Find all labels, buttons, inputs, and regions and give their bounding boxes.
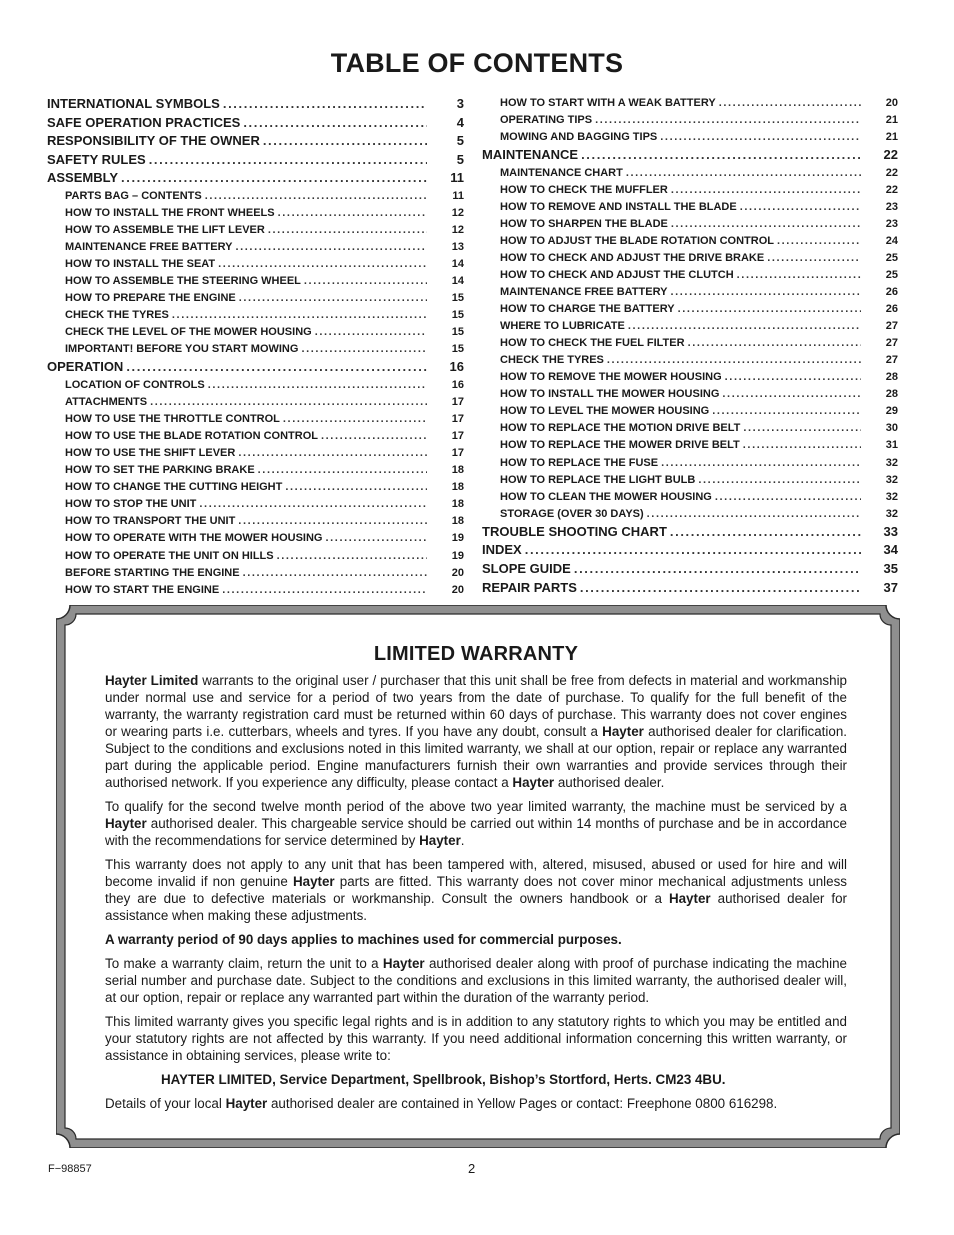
toc-entry: [47, 256, 464, 273]
toc-entry-page: 12: [451, 207, 464, 220]
toc-entry-label: HOW TO USE THE BLADE ROTATION CONTROL: [65, 430, 318, 443]
toc-dot-leader: [325, 530, 427, 547]
toc-dot-leader: [574, 560, 861, 579]
toc-entry: [482, 420, 898, 437]
toc-dot-leader: [678, 301, 861, 318]
text-run: authorised dealer for clarification. Subject to the conditions and exclusions noted in this limited warranty, we shall at our option, repair or replace any warranted part during the applicable period. Engine manufacturers furnish their own warranties and provide services through their authorised network. If you experience any difficulty, please contact a: [105, 724, 847, 790]
toc-entry-label: HOW TO CHANGE THE CUTTING HEIGHT: [65, 481, 283, 494]
toc-entry: [482, 182, 898, 199]
warranty-paragraph: [105, 856, 847, 924]
toc-entry-page: 5: [456, 133, 464, 149]
toc-dot-leader: [218, 256, 427, 273]
toc-dot-leader: [321, 428, 427, 445]
toc-dot-leader: [777, 233, 861, 250]
toc-entry: [47, 188, 464, 205]
toc-entry: [482, 146, 898, 165]
toc-entry-label: STORAGE (OVER 30 DAYS): [500, 507, 644, 520]
toc-entry: [47, 582, 464, 599]
toc-entry: [47, 273, 464, 290]
text-run: .: [460, 833, 465, 848]
toc-dot-leader: [722, 386, 861, 403]
toc-entry-page: 33: [883, 523, 898, 539]
toc-entry-label: HOW TO USE THE SHIFT LEVER: [65, 447, 236, 460]
toc-entry-page: 32: [885, 507, 898, 520]
toc-entry: [47, 445, 464, 462]
toc-entry-label: HOW TO CLEAN THE MOWER HOUSING: [500, 490, 712, 503]
toc-entry-page: 14: [451, 275, 464, 288]
toc-entry-page: 18: [451, 515, 464, 528]
toc-entry-page: 5: [456, 151, 464, 167]
toc-entry-label: HOW TO INSTALL THE MOWER HOUSING: [500, 388, 720, 401]
toc-entry-page: 32: [885, 456, 898, 469]
toc-entry-label: HOW TO OPERATE WITH THE MOWER HOUSING: [65, 532, 323, 545]
toc-dot-leader: [263, 132, 427, 151]
toc-entry-label: IMPORTANT! BEFORE YOU START MOWING: [65, 343, 299, 356]
toc-dot-leader: [660, 129, 861, 146]
toc-dot-leader: [258, 462, 427, 479]
toc-entry: [47, 132, 464, 151]
toc-entry-page: 26: [885, 286, 898, 299]
toc-entry-page: 24: [885, 234, 898, 247]
toc-entry-page: 17: [451, 430, 464, 443]
toc-dot-leader: [670, 284, 861, 301]
toc-entry-label: HOW TO INSTALL THE SEAT: [65, 258, 216, 271]
toc-entry-label: HOW TO LEVEL THE MOWER HOUSING: [500, 405, 710, 418]
text-run: warrants to the original user / purchaser that this unit shall be free from defects in material and workmanship under normal use and service for a period of two years from the date of purchase. To qualify for the full benefit of the warranty, the warranty registration card must be returned within 60 days of purchase. This warranty does not cover engines or wearing parts i.e. cutterbars, wheels and tyres. If you have any doubt, consult a: [105, 673, 847, 739]
toc-entry-label: HOW TO TRANSPORT THE UNIT: [65, 515, 236, 528]
toc-entry-label: TROUBLE SHOOTING CHART: [482, 523, 667, 539]
toc-entry-label: LOCATION OF CONTROLS: [65, 379, 205, 392]
toc-entry: [47, 479, 464, 496]
text-run: To make a warranty claim, return the unit to a: [105, 956, 383, 971]
toc-dot-leader: [239, 290, 427, 307]
toc-entry-label: HOW TO START WITH A WEAK BATTERY: [500, 97, 716, 109]
toc-entry-page: 15: [451, 292, 464, 305]
toc-entry-page: 17: [451, 413, 464, 426]
toc-dot-leader: [277, 548, 427, 565]
toc-entry: [482, 233, 898, 250]
toc-entry-page: 16: [449, 359, 464, 375]
toc-entry-label: HOW TO CHECK THE FUEL FILTER: [500, 337, 685, 350]
toc-dot-leader: [607, 352, 861, 369]
toc-dot-leader: [243, 114, 427, 133]
toc-entry: [47, 114, 464, 133]
toc-dot-leader: [671, 182, 861, 199]
toc-entry-label: RESPONSIBILITY OF THE OWNER: [47, 133, 260, 149]
toc-entry-label: SLOPE GUIDE: [482, 560, 571, 576]
toc-entry-page: 19: [451, 549, 464, 562]
warranty-paragraphs: [105, 672, 847, 924]
warranty-section: [105, 640, 847, 1119]
toc-entry: [482, 165, 898, 182]
toc-dot-leader: [661, 455, 861, 472]
toc-entry-page: 27: [885, 354, 898, 367]
toc-dot-leader: [595, 112, 861, 129]
toc-entry-label: HOW TO PREPARE THE ENGINE: [65, 292, 236, 305]
toc-dot-leader: [304, 273, 427, 290]
toc-entry-page: 22: [885, 166, 898, 179]
toc-dot-leader: [719, 95, 861, 112]
bold-text-run: Hayter Limited: [105, 673, 199, 688]
warranty-paragraph: [105, 672, 847, 791]
toc-entry-page: 22: [883, 147, 898, 163]
toc-entry-label: HOW TO ADJUST THE BLADE ROTATION CONTROL: [500, 234, 774, 247]
text-run: parts are fitted. This warranty does not cover minor mechanical adjustments unless they are due to defective materials or workmanship. Consult the owners handbook or a: [105, 874, 847, 906]
warranty-address: HAYTER LIMITED, Service Department, Spellbrook, Bishop’s Stortford, Herts. CM23 4BU.: [161, 1072, 726, 1087]
toc-entry-label: CHECK THE TYRES: [500, 354, 604, 367]
toc-entry-label: CHECK THE LEVEL OF THE MOWER HOUSING: [65, 326, 312, 339]
toc-entry-page: 15: [451, 343, 464, 356]
toc-dot-leader: [235, 239, 427, 256]
toc-dot-leader: [581, 146, 861, 165]
toc-entry-label: HOW TO REMOVE THE MOWER HOUSING: [500, 371, 722, 384]
toc-entry-page: 22: [885, 183, 898, 196]
toc-entry-label: BEFORE STARTING THE ENGINE: [65, 566, 240, 579]
toc-entry: [482, 284, 898, 301]
toc-entry-page: 29: [885, 405, 898, 418]
toc-entry: [482, 250, 898, 267]
toc-entry-page: 35: [883, 560, 898, 576]
toc-entry-label: HOW TO ASSEMBLE THE LIFT LEVER: [65, 224, 265, 237]
toc-entry-label: INDEX: [482, 542, 522, 558]
toc-entry-label: HOW TO CHECK AND ADJUST THE DRIVE BRAKE: [500, 251, 765, 264]
toc-dot-leader: [626, 165, 861, 182]
toc-entry-page: 4: [456, 114, 464, 130]
toc-dot-leader: [315, 324, 427, 341]
toc-entry: [47, 307, 464, 324]
toc-dot-leader: [671, 216, 861, 233]
toc-dot-leader: [126, 358, 427, 377]
bold-text-run: Hayter: [292, 874, 335, 889]
toc-entry: [47, 290, 464, 307]
toc-entry-page: 26: [885, 303, 898, 316]
toc-entry-label: HOW TO SHARPEN THE BLADE: [500, 217, 668, 230]
toc-entry-page: 21: [885, 114, 898, 127]
toc-entry: [482, 579, 898, 598]
toc-entry-page: 21: [885, 131, 898, 144]
toc-entry-page: 12: [451, 224, 464, 237]
toc-entry-page: 32: [885, 473, 898, 486]
toc-entry: [482, 335, 898, 352]
toc-entry-label: MAINTENANCE CHART: [500, 166, 623, 179]
toc-dot-leader: [238, 513, 427, 530]
warranty-dealer-note: [105, 1095, 847, 1112]
toc-entry: [47, 462, 464, 479]
toc-entry: [47, 530, 464, 547]
toc-dot-leader: [688, 335, 861, 352]
toc-entry: [47, 428, 464, 445]
bold-text-run: Hayter: [668, 891, 711, 906]
toc-entry-page: 17: [451, 447, 464, 460]
toc-entry-label: MAINTENANCE FREE BATTERY: [500, 286, 668, 299]
bold-text-run: Hayter: [602, 724, 644, 739]
toc-entry: [47, 411, 464, 428]
toc-entry-label: HOW TO CHARGE THE BATTERY: [500, 303, 675, 316]
toc-entry: [47, 205, 464, 222]
toc-entry: [482, 437, 898, 454]
toc-entry: [482, 403, 898, 420]
toc-entry-page: 19: [451, 532, 464, 545]
warranty-title: LIMITED WARRANTY: [373, 643, 579, 665]
toc-entry: [47, 548, 464, 565]
toc-entry: [47, 394, 464, 411]
toc-dot-leader: [208, 377, 427, 394]
toc-entry: [482, 523, 898, 542]
toc-entry-label: HOW TO SET THE PARKING BRAKE: [65, 464, 255, 477]
toc-dot-leader: [243, 565, 427, 582]
text-run: authorised dealer are contained in Yellow Pages or contact: Freephone 0800 616298.: [267, 1096, 778, 1111]
toc-column-left: [47, 95, 464, 599]
toc-entry-page: 25: [885, 269, 898, 282]
toc-entry-label: HOW TO REPLACE THE LIGHT BULB: [500, 473, 696, 486]
toc-dot-leader: [205, 188, 427, 205]
toc-entry: [482, 369, 898, 386]
toc-entry: [482, 352, 898, 369]
toc-entry-label: MOWING AND BAGGING TIPS: [500, 131, 658, 144]
toc-entry: [47, 513, 464, 530]
warranty-paragraph: [105, 798, 847, 849]
toc-entry: [482, 541, 898, 560]
toc-entry: [482, 560, 898, 579]
toc-entry-page: 15: [451, 309, 464, 322]
text-run: authorised dealer.: [554, 775, 665, 790]
bold-text-run: Hayter: [382, 956, 425, 971]
toc-entry-label: MAINTENANCE: [482, 147, 579, 163]
toc-entry-page: 18: [451, 464, 464, 477]
toc-entry-label: HOW TO REPLACE THE MOWER DRIVE BELT: [500, 439, 740, 452]
toc-entry-page: 23: [885, 200, 898, 213]
toc-entry: [482, 489, 898, 506]
toc-dot-leader: [767, 250, 861, 267]
toc-entry: [482, 455, 898, 472]
toc-entry: [482, 95, 898, 112]
toc-entry-label: OPERATING TIPS: [500, 114, 593, 127]
toc-entry: [482, 506, 898, 523]
toc-entry-page: 28: [885, 371, 898, 384]
toc-entry-page: 18: [451, 498, 464, 511]
toc-entry: [47, 324, 464, 341]
toc-entry-label: HOW TO REPLACE THE MOTION DRIVE BELT: [500, 422, 741, 435]
bold-text-run: Hayter: [225, 1096, 268, 1111]
toc-dot-leader: [740, 199, 861, 216]
toc-entry-label: ATTACHMENTS: [65, 396, 148, 409]
toc-entry-page: 16: [451, 379, 464, 392]
toc-entry-label: WHERE TO LUBRICATE: [500, 320, 625, 333]
toc-entry-label: INTERNATIONAL SYMBOLS: [47, 96, 220, 111]
toc-dot-leader: [199, 496, 427, 513]
toc-dot-leader: [743, 420, 861, 437]
toc-dot-leader: [238, 445, 427, 462]
toc-entry-page: 23: [885, 217, 898, 230]
toc-entry: [47, 341, 464, 358]
toc-entry-page: 34: [883, 542, 898, 558]
toc-entry-page: 17: [451, 396, 464, 409]
toc-entry: [482, 267, 898, 284]
bold-text-run: Hayter: [419, 833, 461, 848]
toc-entry-label: SAFETY RULES: [47, 151, 146, 167]
toc-entry-label: HOW TO REPLACE THE FUSE: [500, 456, 659, 469]
toc-entry-label: HOW TO STOP THE UNIT: [65, 498, 197, 511]
toc-entry-page: 18: [451, 481, 464, 494]
toc-dot-leader: [628, 318, 861, 335]
toc-entry-page: 11: [452, 189, 464, 202]
toc-entry-label: HOW TO INSTALL THE FRONT WHEELS: [65, 207, 275, 220]
toc-entry: [47, 565, 464, 582]
warranty-commercial-note: A warranty period of 90 days applies to machines used for commercial purposes.: [105, 932, 622, 947]
toc-dot-leader: [301, 341, 427, 358]
toc-entry: [482, 216, 898, 233]
toc-entry: [482, 386, 898, 403]
text-run: authorised dealer for assistance when making these adjustments.: [105, 891, 847, 923]
toc-dot-leader: [525, 541, 861, 560]
toc-dot-leader: [647, 506, 861, 523]
toc-dot-leader: [737, 267, 861, 284]
toc-entry-page: 30: [885, 422, 898, 435]
text-run: This warranty does not apply to any unit that has been tampered with, altered, misused, abused or used for hire and will become invalid if non genuine: [105, 857, 847, 889]
toc-entry-label: HOW TO START THE ENGINE: [65, 583, 220, 596]
toc-entry: [47, 496, 464, 513]
toc-dot-leader: [223, 95, 427, 114]
toc-entry: [47, 358, 464, 377]
document-code: F−98857: [48, 1163, 92, 1175]
toc-dot-leader: [172, 307, 427, 324]
toc-entry-label: SAFE OPERATION PRACTICES: [47, 114, 241, 130]
text-run: authorised dealer along with proof of purchase indicating the machine serial number and purchase date. Subject to the conditions and exclusions in this limited warranty, the authorised dealer will, at our option, repair or replace any warranted part within the duration of the warranty period.: [105, 956, 847, 1005]
toc-entry-label: MAINTENANCE FREE BATTERY: [65, 241, 233, 254]
toc-entry-page: 31: [885, 439, 898, 452]
text-run: This limited warranty gives you specific legal rights and is in addition to any statutory rights to which you may be entitled and your statutory rights are not affected by this warranty. If you need additional information concerning this written warranty, or assistance in obtaining services, please write to:: [105, 1014, 847, 1063]
toc-entry-label: HOW TO USE THE THROTTLE CONTROL: [65, 413, 280, 426]
toc-entry-label: HOW TO OPERATE THE UNIT ON HILLS: [65, 549, 274, 562]
toc-column-right: [482, 95, 898, 597]
toc-entry: [47, 377, 464, 394]
toc-entry: [47, 239, 464, 256]
bold-text-run: Hayter: [105, 816, 147, 831]
toc-entry-page: 27: [885, 320, 898, 333]
toc-entry-page: 25: [885, 251, 898, 264]
toc-entry-page: 27: [885, 337, 898, 350]
page-title: TABLE OF CONTENTS: [330, 48, 624, 78]
toc-entry-page: 32: [885, 490, 898, 503]
toc-entry-label: OPERATION: [47, 359, 124, 375]
page-number: 2: [468, 1161, 476, 1176]
toc-entry-label: HOW TO REMOVE AND INSTALL THE BLADE: [500, 200, 737, 213]
toc-dot-leader: [150, 394, 427, 411]
toc-entry-label: CHECK THE TYRES: [65, 309, 169, 322]
toc-dot-leader: [743, 437, 861, 454]
toc-entry-label: PARTS BAG – CONTENTS: [65, 189, 202, 202]
toc-entry: [482, 301, 898, 318]
toc-dot-leader: [268, 222, 427, 239]
toc-entry-label: ASSEMBLY: [47, 170, 119, 186]
toc-entry-label: HOW TO CHECK THE MUFFLER: [500, 183, 668, 196]
toc-dot-leader: [278, 205, 427, 222]
bold-text-run: Hayter: [512, 775, 555, 790]
toc-dot-leader: [222, 582, 427, 599]
toc-entry: [482, 129, 898, 146]
text-run: authorised dealer. This chargeable service should be carried out within 14 months of purchase and be in accordance with the recommendations for service determined by: [105, 816, 847, 848]
toc-entry: [47, 151, 464, 170]
toc-entry-page: 11: [450, 170, 464, 186]
toc-entry: [47, 169, 464, 188]
toc-entry-page: 20: [885, 97, 898, 109]
toc-dot-leader: [715, 489, 861, 506]
toc-entry: [482, 318, 898, 335]
toc-entry-label: HOW TO ASSEMBLE THE STEERING WHEEL: [65, 275, 301, 288]
text-run: Details of your local: [105, 1096, 226, 1111]
toc-entry: [482, 199, 898, 216]
text-run: To qualify for the second twelve month period of the above two year limited warranty, the machine must be serviced by a: [105, 799, 847, 814]
toc-entry-label: REPAIR PARTS: [482, 579, 577, 595]
toc-dot-leader: [580, 579, 861, 598]
toc-entry-page: 13: [451, 241, 464, 254]
toc-entry-page: 37: [883, 579, 898, 595]
toc-dot-leader: [149, 151, 427, 170]
toc-entry: [47, 222, 464, 239]
toc-dot-leader: [121, 169, 427, 188]
toc-dot-leader: [670, 523, 861, 542]
toc-entry: [482, 112, 898, 129]
toc-entry: [482, 472, 898, 489]
toc-entry-page: 28: [885, 388, 898, 401]
toc-entry-label: HOW TO CHECK AND ADJUST THE CLUTCH: [500, 269, 734, 282]
toc-entry-page: 20: [451, 583, 464, 596]
toc-dot-leader: [285, 479, 427, 496]
warranty-paragraph: [105, 1013, 847, 1064]
toc-entry-page: 3: [456, 96, 464, 111]
toc-entry-page: 15: [451, 326, 464, 339]
toc-entry: [47, 95, 464, 114]
toc-dot-leader: [725, 369, 861, 386]
toc-entry-page: 20: [451, 566, 464, 579]
toc-entry-page: 14: [451, 258, 464, 271]
toc-dot-leader: [712, 403, 861, 420]
toc-dot-leader: [283, 411, 427, 428]
toc-dot-leader: [698, 472, 861, 489]
warranty-paragraph: [105, 955, 847, 1006]
warranty-paragraphs-claims: [105, 955, 847, 1064]
